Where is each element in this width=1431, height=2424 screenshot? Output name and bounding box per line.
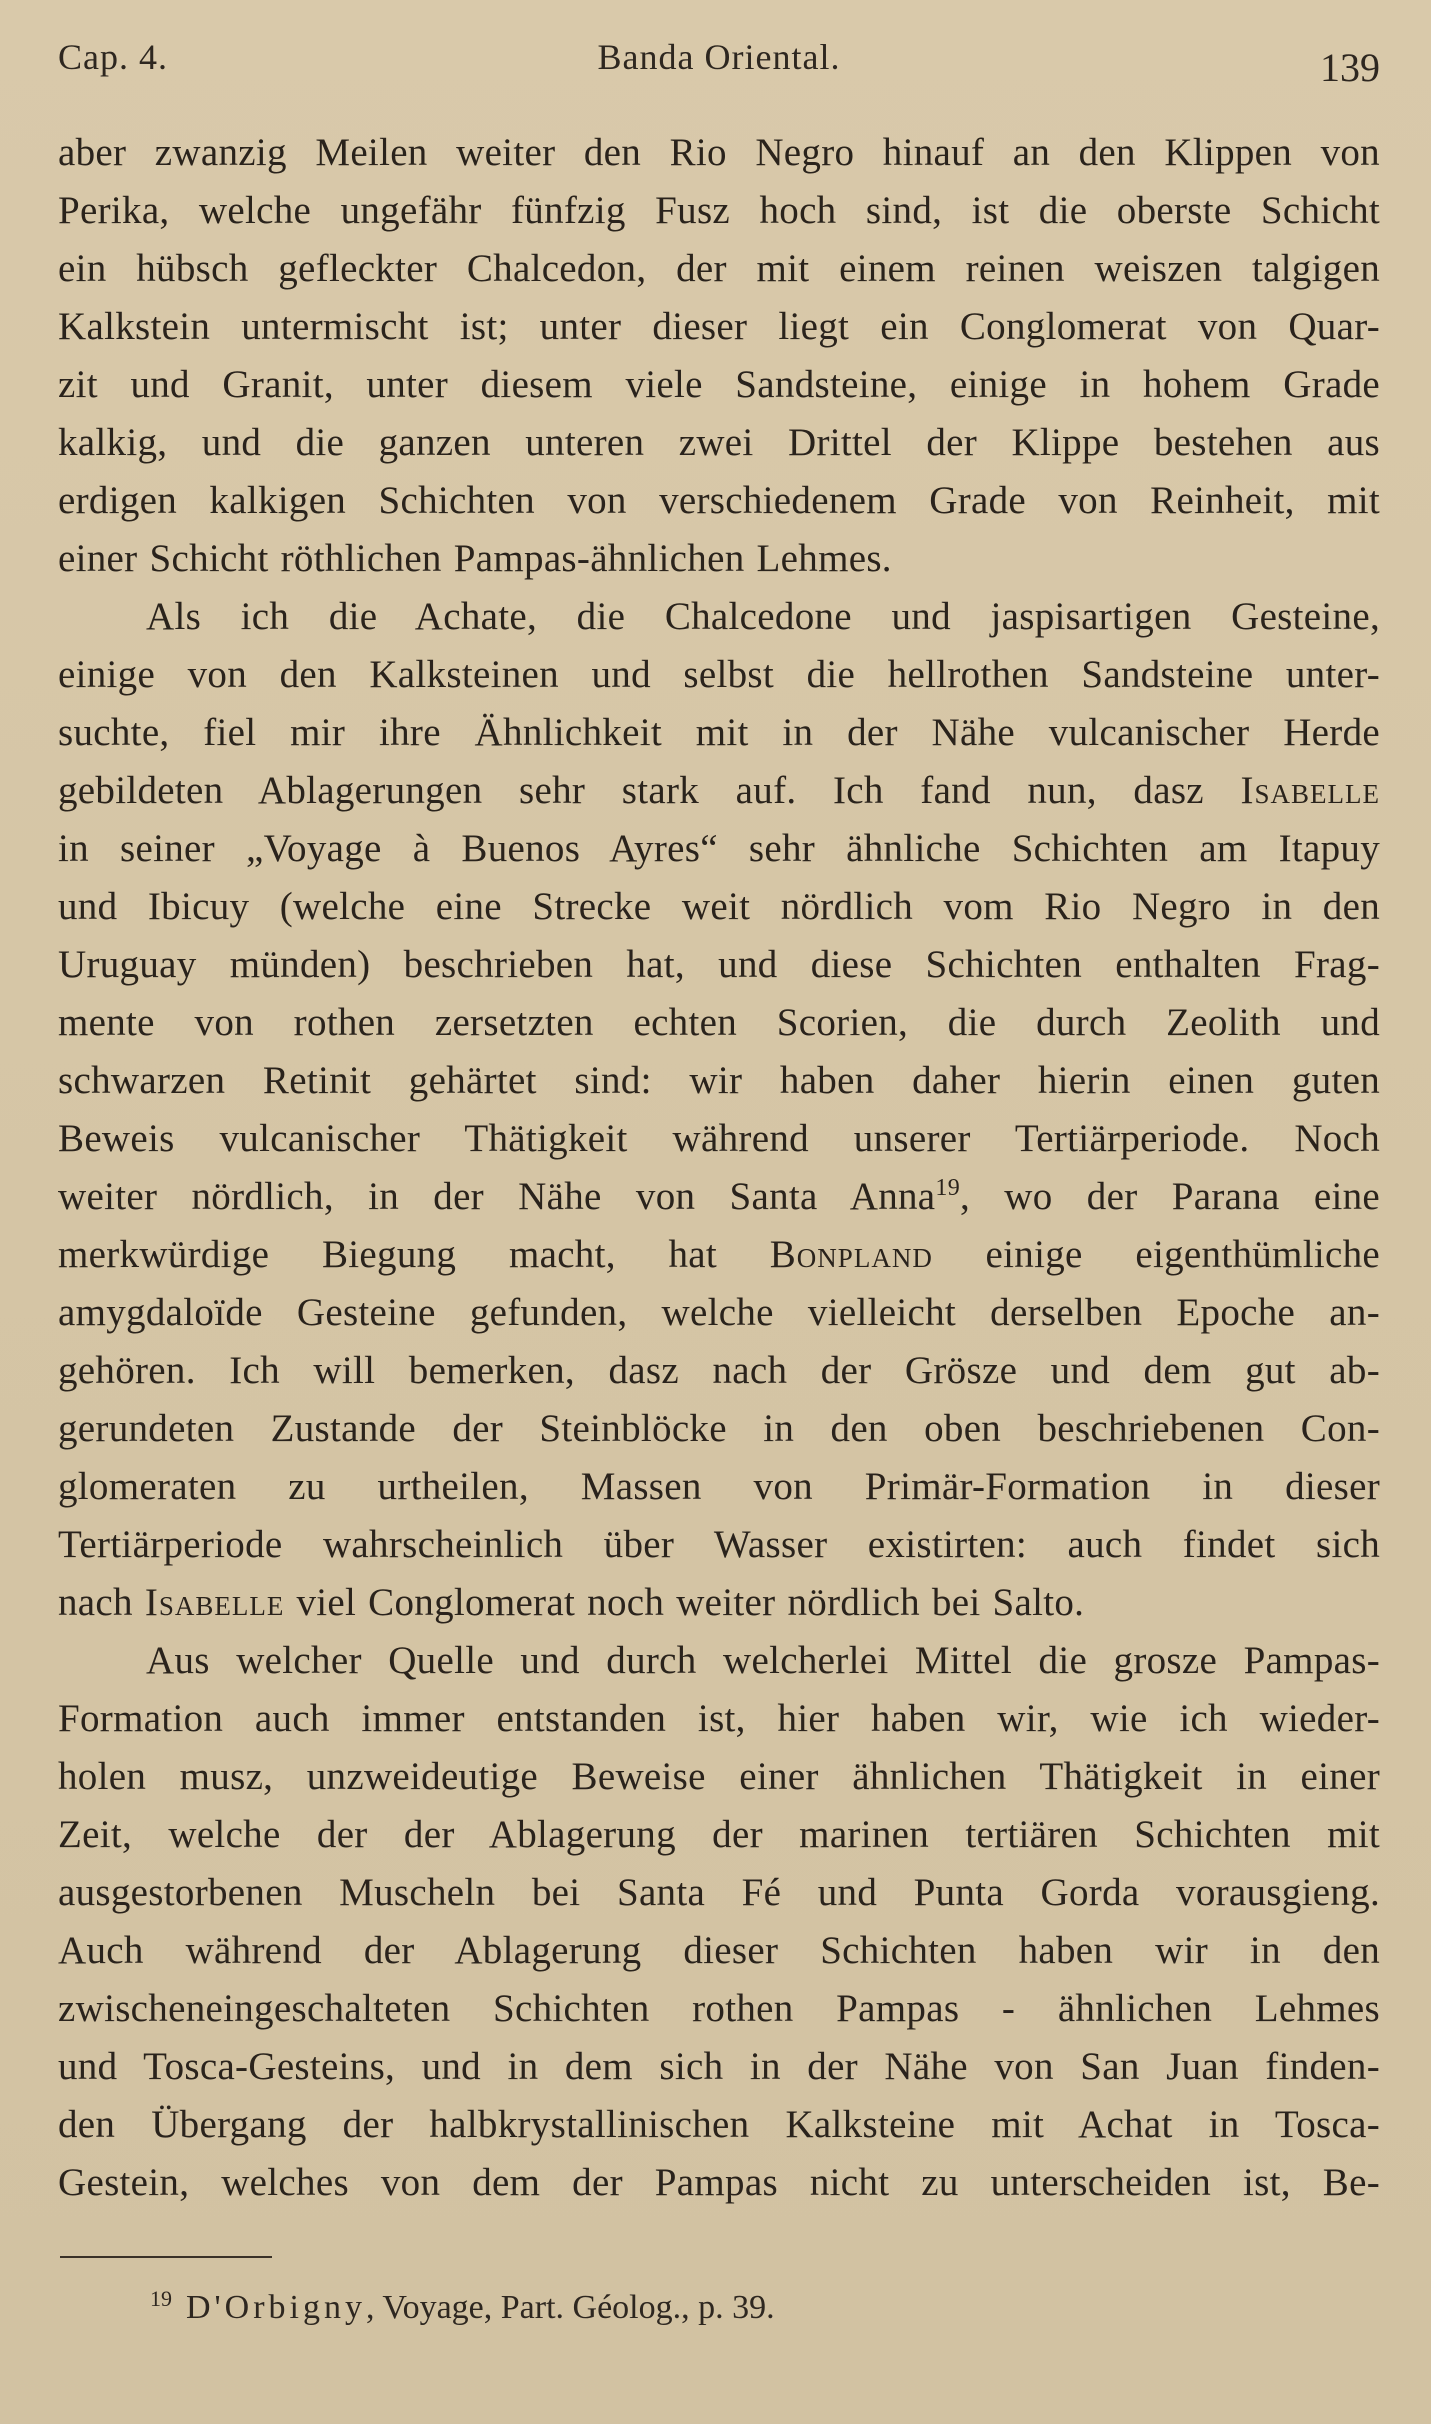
text-line: zwischeneingeschalteten Schichten rothen Pampas - ähnlichen Lehmes xyxy=(58,1987,1380,2030)
text-line: Als ich die Achate, die Chalcedone und jaspisartigen Gesteine, xyxy=(146,595,1380,638)
text-line: erdigen kalkigen Schichten von verschiedenem Grade von Reinheit, mit xyxy=(58,479,1380,522)
text-segment: , wo der Parana eine xyxy=(960,1175,1380,1218)
text-line: gerundeten Zustande der Steinblöcke in den oben beschriebenen Con- xyxy=(58,1407,1380,1450)
text-line: gehören. Ich will bemerken, dasz nach der Grösze und dem gut ab- xyxy=(58,1349,1380,1392)
footnote-divider xyxy=(60,2256,272,2258)
footnote-number: 19 xyxy=(150,2285,172,2311)
text-line: kalkig, und die ganzen unteren zwei Drittel der Klippe bestehen aus xyxy=(58,421,1380,464)
text-segment: einige eigenthümliche xyxy=(985,1233,1380,1276)
text-line: Beweis vulcanischer Thätigkeit während unserer Tertiärperiode. Noch xyxy=(58,1117,1380,1160)
text-segment: weiter nördlich, in der Nähe von Santa Anna xyxy=(58,1175,936,1218)
text-line: Zeit, welche der der Ablagerung der marinen tertiären Schichten mit xyxy=(58,1813,1380,1856)
text-line: Uruguay münden) beschrieben hat, und diese Schichten enthalten Frag- xyxy=(58,943,1380,986)
text-line: einige von den Kalksteinen und selbst die hellrothen Sandsteine unter- xyxy=(58,653,1380,696)
text-line: den Übergang der halbkrystallinischen Kalksteine mit Achat in Tosca- xyxy=(58,2103,1380,2146)
footnote-text: , Voyage, Part. Géolog., p. 39. xyxy=(366,2289,775,2326)
text-segment: merkwürdige Biegung macht, hat xyxy=(58,1233,718,1276)
text-line: holen musz, unzweideutige Beweise einer ähnlichen Thätigkeit in einer xyxy=(58,1755,1380,1798)
running-title: Banda Oriental. xyxy=(597,37,841,77)
text-line: Aus welcher Quelle und durch welcherlei Mittel die grosze Pampas- xyxy=(146,1639,1380,1682)
text-line: einer Schicht röthlichen Pampas-ähnlichen Lehmes. xyxy=(58,537,892,580)
page-number: 139 xyxy=(1320,45,1380,90)
text-line xyxy=(58,1574,1380,1632)
text-line: in seiner „Voyage à Buenos Ayres“ sehr ähnliche Schichten am Itapuy xyxy=(58,827,1380,870)
text-line: zit und Granit, unter diesem viele Sandsteine, einige in hohem Grade xyxy=(58,363,1380,406)
chapter-label: Cap. 4. xyxy=(58,37,168,77)
author-name-bonpland: Bonpland xyxy=(769,1233,933,1276)
text-line: amygdaloïde Gesteine gefunden, welche vielleicht derselben Epoche an- xyxy=(58,1291,1380,1334)
text-segment: gebildeten Ablagerungen sehr stark auf. Ich fand nun, dasz xyxy=(58,769,1204,812)
text-line xyxy=(58,762,1380,820)
author-name-isabelle: Isabelle xyxy=(1240,769,1380,812)
text-line: ausgestorbenen Muscheln bei Santa Fé und Punta Gorda vorausgieng. xyxy=(58,1871,1380,1914)
text-line: glomeraten zu urtheilen, Massen von Primär-Formation in dieser xyxy=(58,1465,1380,1508)
text-line: mente von rothen zersetzten echten Scorien, die durch Zeolith und xyxy=(58,1001,1380,1044)
text-line: schwarzen Retinit gehärtet sind: wir haben daher hierin einen guten xyxy=(58,1059,1380,1102)
text-line: aber zwanzig Meilen weiter den Rio Negro hinauf an den Klippen von xyxy=(58,131,1380,174)
text-line: Gestein, welches von dem der Pampas nicht zu unterscheiden ist, Be- xyxy=(58,2161,1380,2204)
text-line: Tertiärperiode wahrscheinlich über Wasser existirten: auch findet sich xyxy=(58,1523,1380,1566)
footnote-reference: 19 xyxy=(935,1175,961,1201)
text-line: Formation auch immer entstanden ist, hier haben wir, wie ich wieder- xyxy=(58,1697,1380,1740)
text-line: und Tosca-Gesteins, und in dem sich in der Nähe von San Juan finden- xyxy=(58,2045,1380,2088)
text-line: und Ibicuy (welche eine Strecke weit nördlich vom Rio Negro in den xyxy=(58,885,1380,928)
main-text xyxy=(58,124,1380,2212)
text-line: suchte, fiel mir ihre Ähnlichkeit mit in der Nähe vulcanischer Herde xyxy=(58,711,1380,754)
text-segment: nach xyxy=(58,1581,133,1624)
text-line xyxy=(58,1168,1380,1226)
footnote-author: D'Orbigny xyxy=(186,2289,367,2326)
author-name-isabelle: Isabelle xyxy=(144,1581,285,1624)
footnote xyxy=(150,2286,775,2330)
text-line xyxy=(58,1226,1380,1284)
running-header xyxy=(58,32,1380,88)
text-line: Auch während der Ablagerung dieser Schichten haben wir in den xyxy=(58,1929,1380,1972)
text-line: Perika, welche ungefähr fünfzig Fusz hoch sind, ist die oberste Schicht xyxy=(58,189,1380,232)
text-line: Kalkstein untermischt ist; unter dieser liegt ein Conglomerat von Quar- xyxy=(58,305,1380,348)
text-segment: viel Conglomerat noch weiter nördlich bei Salto. xyxy=(296,1581,1085,1624)
text-line: ein hübsch gefleckter Chalcedon, der mit einem reinen weiszen talgigen xyxy=(58,247,1380,290)
